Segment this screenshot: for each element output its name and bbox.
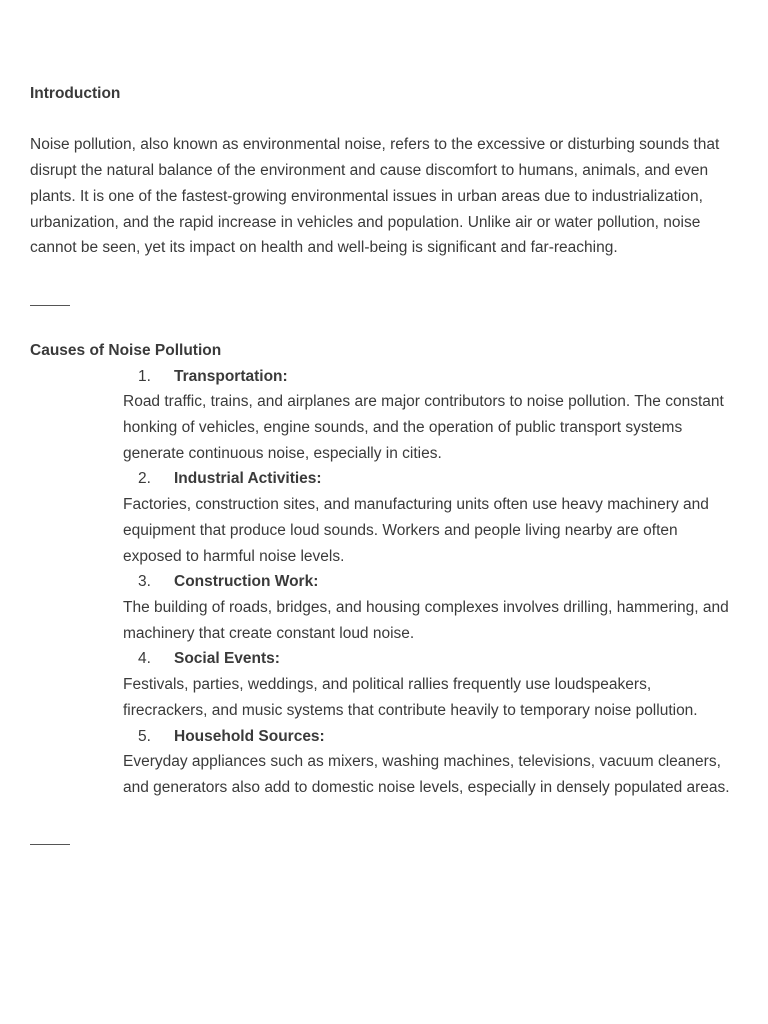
list-item-body: Road traffic, trains, and airplanes are major contributors to noise pollution. The constant honking of vehicles, engine sounds, and the operation of public transport systems generate continuous noise, especially in cities. [123, 393, 724, 462]
list-item-title-text: Industrial Activities: [174, 470, 322, 488]
list-item-title-text: Household Sources: [174, 727, 325, 745]
section-divider [30, 826, 740, 852]
spacer [30, 312, 740, 338]
causes-list [30, 364, 740, 801]
list-item-number: 5. [138, 727, 151, 745]
list-item-body: Factories, construction sites, and manufacturing units often use heavy machinery and equipment that produce loud sounds. Workers and people living nearby are often exposed to harmful noise levels. [123, 496, 709, 565]
list-item [30, 724, 740, 801]
list-item-title [30, 569, 740, 595]
list-item-body: Festivals, parties, weddings, and political rallies frequently use loudspeakers, firecrackers, and music systems that contribute heavily to temporary noise pollution. [123, 676, 698, 719]
list-item [30, 364, 740, 467]
list-item-body: Everyday appliances such as mixers, washing machines, televisions, vacuum cleaners, and generators also add to domestic noise levels, especially in densely populated areas. [123, 753, 730, 796]
introduction-heading: Introduction [30, 85, 121, 102]
list-item-title [30, 466, 740, 492]
list-item-number: 1. [138, 367, 151, 385]
spacer [30, 801, 740, 827]
list-item-title-text: Social Events: [174, 650, 280, 668]
spacer [30, 261, 740, 287]
divider-line [30, 305, 70, 306]
list-item-number: 3. [138, 573, 151, 591]
list-item-title [30, 646, 740, 672]
causes-heading: Causes of Noise Pollution [30, 341, 222, 359]
list-item-number: 4. [138, 650, 151, 668]
list-item-title-text: Transportation: [174, 367, 288, 385]
list-item-number: 2. [138, 470, 151, 488]
list-item [30, 646, 740, 723]
divider-line [30, 844, 70, 845]
spacer [30, 107, 740, 133]
introduction-paragraph: Noise pollution, also known as environmental noise, refers to the excessive or disturbing sounds that disrupt the natural balance of the environment and cause discomfort to humans, animals, and even plants. It is one of the fastest-growing environmental issues in urban areas due to industrialization, urbanization, and the rapid increase in vehicles and population. Unlike air or water pollution, noise cannot be seen, yet its impact on health and well-being is significant and far-reaching. [30, 136, 720, 257]
list-item [30, 466, 740, 569]
document-body [30, 81, 740, 852]
list-item-title-text: Construction Work: [174, 573, 319, 591]
list-item [30, 569, 740, 646]
list-item-title [30, 724, 740, 750]
section-divider [30, 287, 740, 313]
list-item-body: The building of roads, bridges, and housing complexes involves drilling, hammering, and machinery that create constant loud noise. [123, 599, 729, 642]
list-item-title [30, 364, 740, 390]
